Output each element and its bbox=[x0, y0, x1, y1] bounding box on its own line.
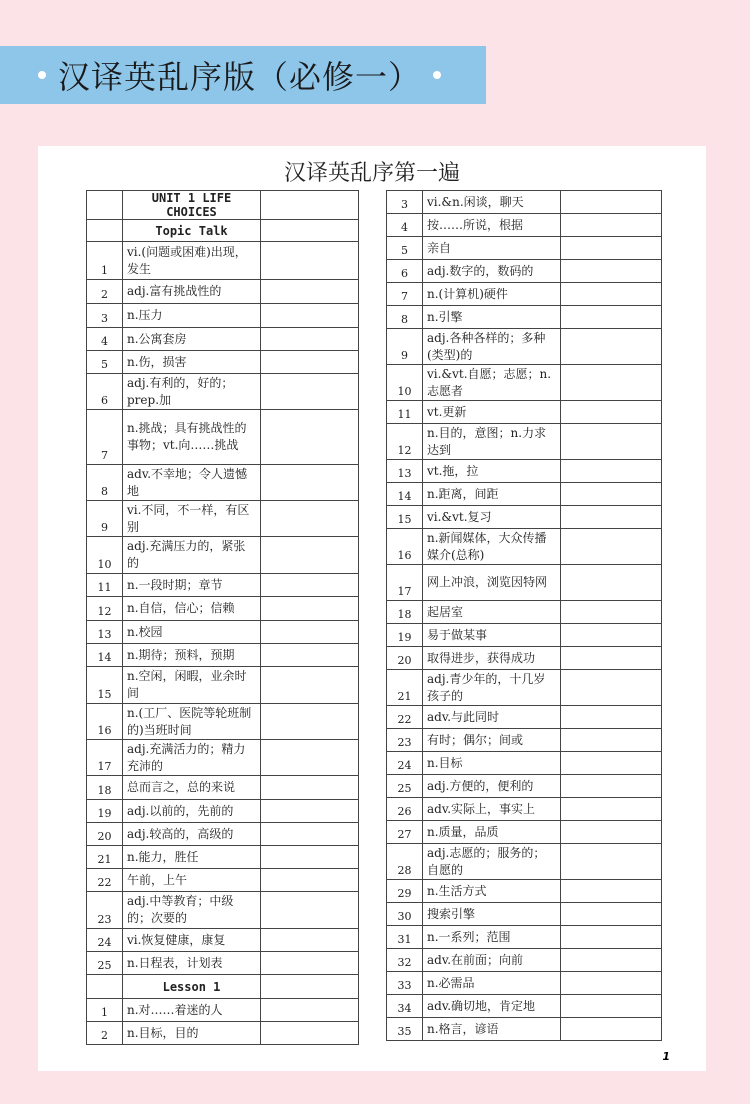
vocab-row bbox=[387, 926, 662, 949]
item-number: 14 bbox=[87, 644, 123, 667]
answer-blank[interactable] bbox=[561, 329, 662, 365]
answer-blank[interactable] bbox=[261, 328, 359, 351]
answer-blank[interactable] bbox=[561, 237, 662, 260]
answer-blank[interactable] bbox=[261, 242, 359, 280]
answer-blank[interactable] bbox=[261, 644, 359, 667]
vocab-row bbox=[387, 237, 662, 260]
item-number: 16 bbox=[387, 529, 423, 565]
chinese-meaning: n.校园 bbox=[123, 621, 261, 644]
chinese-meaning: n.必需品 bbox=[423, 972, 561, 995]
item-number: 11 bbox=[87, 574, 123, 597]
item-number: 18 bbox=[87, 776, 123, 800]
vocab-row bbox=[387, 260, 662, 283]
answer-blank[interactable] bbox=[261, 740, 359, 776]
answer-blank[interactable] bbox=[261, 220, 359, 242]
vocab-row bbox=[387, 329, 662, 365]
answer-blank[interactable] bbox=[561, 283, 662, 306]
vocab-table-right bbox=[386, 190, 662, 1041]
item-number: 17 bbox=[387, 565, 423, 601]
item-number: 29 bbox=[387, 880, 423, 903]
section-heading: UNIT 1 LIFE CHOICES bbox=[123, 191, 261, 220]
answer-blank[interactable] bbox=[561, 949, 662, 972]
item-number: 24 bbox=[87, 929, 123, 952]
vocab-row bbox=[87, 667, 359, 704]
chinese-meaning: n.一系列；范围 bbox=[423, 926, 561, 949]
item-number: 20 bbox=[87, 823, 123, 846]
title-banner bbox=[0, 46, 486, 104]
vocab-row bbox=[87, 999, 359, 1022]
answer-blank[interactable] bbox=[561, 706, 662, 729]
vocab-row bbox=[87, 280, 359, 304]
vocab-row bbox=[87, 644, 359, 667]
bullet-dot-left bbox=[38, 71, 46, 79]
answer-blank[interactable] bbox=[261, 800, 359, 823]
item-number: 19 bbox=[87, 800, 123, 823]
chinese-meaning: adv.实际上，事实上 bbox=[423, 798, 561, 821]
vocab-row bbox=[87, 846, 359, 869]
answer-blank[interactable] bbox=[561, 903, 662, 926]
vocab-row bbox=[87, 929, 359, 952]
vocab-row bbox=[87, 952, 359, 975]
chinese-meaning: n.日程表，计划表 bbox=[123, 952, 261, 975]
chinese-meaning: 搜索引擎 bbox=[423, 903, 561, 926]
chinese-meaning: 网上冲浪，浏览因特网 bbox=[423, 565, 561, 601]
chinese-meaning: vi.&n.闲谈，聊天 bbox=[423, 191, 561, 214]
chinese-meaning: n.引擎 bbox=[423, 306, 561, 329]
answer-blank[interactable] bbox=[561, 972, 662, 995]
vocab-row bbox=[87, 501, 359, 537]
vocab-row bbox=[387, 191, 662, 214]
answer-blank[interactable] bbox=[261, 975, 359, 999]
answer-blank[interactable] bbox=[561, 624, 662, 647]
chinese-meaning: adj.富有挑战性的 bbox=[123, 280, 261, 304]
vocab-row bbox=[387, 365, 662, 401]
vocab-row bbox=[87, 869, 359, 892]
chinese-meaning: 亲自 bbox=[423, 237, 561, 260]
item-number: 23 bbox=[87, 892, 123, 929]
answer-blank[interactable] bbox=[561, 844, 662, 880]
answer-blank[interactable] bbox=[561, 191, 662, 214]
chinese-meaning: n.伤，损害 bbox=[123, 351, 261, 374]
item-number: 25 bbox=[387, 775, 423, 798]
vocab-row bbox=[87, 328, 359, 351]
chinese-meaning: n.质量，品质 bbox=[423, 821, 561, 844]
item-number: 21 bbox=[387, 670, 423, 706]
vocab-row bbox=[387, 903, 662, 926]
chinese-meaning: vi.&vt.自愿；志愿；n.志愿者 bbox=[423, 365, 561, 401]
answer-blank[interactable] bbox=[261, 869, 359, 892]
answer-blank[interactable] bbox=[561, 214, 662, 237]
answer-blank[interactable] bbox=[561, 260, 662, 283]
answer-blank[interactable] bbox=[561, 880, 662, 903]
answer-blank[interactable] bbox=[261, 304, 359, 328]
section-header-row bbox=[87, 220, 359, 242]
item-number: 16 bbox=[87, 704, 123, 740]
chinese-meaning: adj.方便的，便利的 bbox=[423, 775, 561, 798]
item-number: 1 bbox=[87, 999, 123, 1022]
answer-blank[interactable] bbox=[261, 952, 359, 975]
item-number: 5 bbox=[87, 351, 123, 374]
chinese-meaning: n.期待；预料，预期 bbox=[123, 644, 261, 667]
answer-blank[interactable] bbox=[261, 667, 359, 704]
vocab-row bbox=[387, 949, 662, 972]
chinese-meaning: n.压力 bbox=[123, 304, 261, 328]
answer-blank[interactable] bbox=[261, 374, 359, 410]
chinese-meaning: n.公寓套房 bbox=[123, 328, 261, 351]
chinese-meaning: adj.青少年的，十几岁孩子的 bbox=[423, 670, 561, 706]
empty-cell bbox=[87, 975, 123, 999]
chinese-meaning: 起居室 bbox=[423, 601, 561, 624]
vocab-row bbox=[387, 529, 662, 565]
answer-blank[interactable] bbox=[261, 704, 359, 740]
item-number: 1 bbox=[87, 242, 123, 280]
empty-cell bbox=[87, 191, 123, 220]
chinese-meaning: n.生活方式 bbox=[423, 880, 561, 903]
chinese-meaning: adj.各种各样的；多种(类型)的 bbox=[423, 329, 561, 365]
chinese-meaning: vi.&vt.复习 bbox=[423, 506, 561, 529]
item-number: 3 bbox=[387, 191, 423, 214]
vocab-row bbox=[87, 304, 359, 328]
section-header-row bbox=[87, 975, 359, 999]
item-number: 28 bbox=[387, 844, 423, 880]
answer-blank[interactable] bbox=[561, 565, 662, 601]
item-number: 13 bbox=[387, 460, 423, 483]
vocab-row bbox=[387, 306, 662, 329]
worksheet-title: 汉译英乱序第一遍 bbox=[283, 161, 460, 186]
chinese-meaning: adj.充满活力的；精力充沛的 bbox=[123, 740, 261, 776]
vocab-row bbox=[387, 1018, 662, 1041]
answer-blank[interactable] bbox=[261, 501, 359, 537]
chinese-meaning: n.(工厂、医院等轮班制的)当班时间 bbox=[123, 704, 261, 740]
chinese-meaning: adj.较高的，高级的 bbox=[123, 823, 261, 846]
chinese-meaning: n.目的，意图；n.力求达到 bbox=[423, 424, 561, 460]
chinese-meaning: n.一段时期；章节 bbox=[123, 574, 261, 597]
vocab-row bbox=[387, 821, 662, 844]
vocab-row bbox=[387, 729, 662, 752]
item-number: 9 bbox=[387, 329, 423, 365]
section-heading: Lesson 1 bbox=[123, 975, 261, 999]
answer-blank[interactable] bbox=[561, 306, 662, 329]
item-number: 13 bbox=[87, 621, 123, 644]
section-heading: Topic Talk bbox=[123, 220, 261, 242]
chinese-meaning: adj.有利的，好的；prep.加 bbox=[123, 374, 261, 410]
answer-blank[interactable] bbox=[261, 999, 359, 1022]
answer-blank[interactable] bbox=[561, 775, 662, 798]
item-number: 10 bbox=[87, 537, 123, 574]
answer-blank[interactable] bbox=[561, 995, 662, 1018]
vocab-row bbox=[87, 1022, 359, 1045]
vocab-row bbox=[387, 483, 662, 506]
chinese-meaning: n.对……着迷的人 bbox=[123, 999, 261, 1022]
banner-title: 汉译英乱序版（必修一） bbox=[58, 58, 422, 96]
vocab-row bbox=[387, 283, 662, 306]
vocab-table-left bbox=[86, 190, 359, 1045]
answer-blank[interactable] bbox=[561, 821, 662, 844]
chinese-meaning: vi.(问题或困难)出现，发生 bbox=[123, 242, 261, 280]
chinese-meaning: n.目标 bbox=[423, 752, 561, 775]
item-number: 8 bbox=[87, 465, 123, 501]
item-number: 34 bbox=[387, 995, 423, 1018]
answer-blank[interactable] bbox=[261, 892, 359, 929]
vocab-row bbox=[387, 401, 662, 424]
item-number: 24 bbox=[387, 752, 423, 775]
item-number: 6 bbox=[387, 260, 423, 283]
answer-blank[interactable] bbox=[261, 846, 359, 869]
worksheet-page bbox=[38, 146, 706, 1071]
answer-blank[interactable] bbox=[261, 410, 359, 465]
vocab-row bbox=[387, 798, 662, 821]
vocab-row bbox=[387, 624, 662, 647]
answer-blank[interactable] bbox=[561, 798, 662, 821]
chinese-meaning: vt.拖，拉 bbox=[423, 460, 561, 483]
item-number: 9 bbox=[87, 501, 123, 537]
chinese-meaning: n.新闻媒体，大众传播媒介(总称) bbox=[423, 529, 561, 565]
vocab-row bbox=[87, 242, 359, 280]
vocab-row bbox=[387, 601, 662, 624]
vocab-row bbox=[387, 506, 662, 529]
chinese-meaning: n.挑战；具有挑战性的事物；vt.向……挑战 bbox=[123, 410, 261, 465]
chinese-meaning: vi.不同，不一样，有区别 bbox=[123, 501, 261, 537]
vocab-row bbox=[87, 574, 359, 597]
item-number: 11 bbox=[387, 401, 423, 424]
chinese-meaning: adv.在前面；向前 bbox=[423, 949, 561, 972]
chinese-meaning: n.能力，胜任 bbox=[123, 846, 261, 869]
vocab-row bbox=[387, 565, 662, 601]
chinese-meaning: adj.中等教育；中级的；次要的 bbox=[123, 892, 261, 929]
vocab-row bbox=[87, 410, 359, 465]
chinese-meaning: 取得进步，获得成功 bbox=[423, 647, 561, 670]
item-number: 20 bbox=[387, 647, 423, 670]
item-number: 18 bbox=[387, 601, 423, 624]
item-number: 12 bbox=[387, 424, 423, 460]
answer-blank[interactable] bbox=[561, 670, 662, 706]
chinese-meaning: 按……所说，根据 bbox=[423, 214, 561, 237]
vocab-row bbox=[87, 374, 359, 410]
item-number: 8 bbox=[387, 306, 423, 329]
vocab-row bbox=[387, 972, 662, 995]
answer-blank[interactable] bbox=[261, 1022, 359, 1045]
item-number: 35 bbox=[387, 1018, 423, 1041]
chinese-meaning: adj.志愿的；服务的；自愿的 bbox=[423, 844, 561, 880]
item-number: 17 bbox=[87, 740, 123, 776]
vocab-row bbox=[387, 880, 662, 903]
vocab-row bbox=[87, 704, 359, 740]
chinese-meaning: adj.充满压力的，紧张的 bbox=[123, 537, 261, 574]
chinese-meaning: 午前，上午 bbox=[123, 869, 261, 892]
item-number: 22 bbox=[87, 869, 123, 892]
answer-blank[interactable] bbox=[261, 351, 359, 374]
answer-blank[interactable] bbox=[561, 729, 662, 752]
chinese-meaning: adv.与此同时 bbox=[423, 706, 561, 729]
vocab-row bbox=[387, 647, 662, 670]
item-number: 2 bbox=[87, 1022, 123, 1045]
answer-blank[interactable] bbox=[261, 776, 359, 800]
item-number: 2 bbox=[87, 280, 123, 304]
item-number: 19 bbox=[387, 624, 423, 647]
vocab-row bbox=[387, 844, 662, 880]
vocab-row bbox=[387, 460, 662, 483]
vocab-row bbox=[87, 776, 359, 800]
answer-blank[interactable] bbox=[561, 752, 662, 775]
chinese-meaning: 易于做某事 bbox=[423, 624, 561, 647]
vocab-row bbox=[87, 800, 359, 823]
vocab-row bbox=[387, 424, 662, 460]
chinese-meaning: n.空闲，闲暇，业余时间 bbox=[123, 667, 261, 704]
answer-blank[interactable] bbox=[261, 537, 359, 574]
vocab-row bbox=[87, 892, 359, 929]
item-number: 25 bbox=[87, 952, 123, 975]
item-number: 7 bbox=[87, 410, 123, 465]
vocab-row bbox=[87, 351, 359, 374]
item-number: 30 bbox=[387, 903, 423, 926]
item-number: 23 bbox=[387, 729, 423, 752]
chinese-meaning: vt.更新 bbox=[423, 401, 561, 424]
chinese-meaning: n.距离，间距 bbox=[423, 483, 561, 506]
answer-blank[interactable] bbox=[261, 574, 359, 597]
vocab-row bbox=[87, 537, 359, 574]
item-number: 10 bbox=[387, 365, 423, 401]
answer-blank[interactable] bbox=[261, 823, 359, 846]
answer-blank[interactable] bbox=[261, 929, 359, 952]
item-number: 32 bbox=[387, 949, 423, 972]
answer-blank[interactable] bbox=[561, 926, 662, 949]
chinese-meaning: adj.数字的，数码的 bbox=[423, 260, 561, 283]
chinese-meaning: 总而言之，总的来说 bbox=[123, 776, 261, 800]
item-number: 22 bbox=[387, 706, 423, 729]
chinese-meaning: n.目标，目的 bbox=[123, 1022, 261, 1045]
chinese-meaning: 有时；偶尔；间或 bbox=[423, 729, 561, 752]
item-number: 7 bbox=[387, 283, 423, 306]
item-number: 6 bbox=[87, 374, 123, 410]
chinese-meaning: n.格言，谚语 bbox=[423, 1018, 561, 1041]
empty-cell bbox=[87, 220, 123, 242]
item-number: 21 bbox=[87, 846, 123, 869]
answer-blank[interactable] bbox=[561, 506, 662, 529]
item-number: 33 bbox=[387, 972, 423, 995]
vocab-row bbox=[387, 706, 662, 729]
answer-blank[interactable] bbox=[561, 601, 662, 624]
answer-blank[interactable] bbox=[261, 465, 359, 501]
vocab-row bbox=[87, 621, 359, 644]
answer-blank[interactable] bbox=[561, 365, 662, 401]
chinese-meaning: vi.恢复健康，康复 bbox=[123, 929, 261, 952]
item-number: 27 bbox=[387, 821, 423, 844]
vocab-row bbox=[87, 823, 359, 846]
answer-blank[interactable] bbox=[261, 597, 359, 621]
item-number: 5 bbox=[387, 237, 423, 260]
item-number: 15 bbox=[387, 506, 423, 529]
chinese-meaning: adj.以前的，先前的 bbox=[123, 800, 261, 823]
item-number: 31 bbox=[387, 926, 423, 949]
item-number: 14 bbox=[387, 483, 423, 506]
answer-blank[interactable] bbox=[561, 460, 662, 483]
vocab-row bbox=[387, 775, 662, 798]
answer-blank[interactable] bbox=[561, 1018, 662, 1041]
answer-blank[interactable] bbox=[561, 647, 662, 670]
bullet-dot-right bbox=[433, 71, 441, 79]
item-number: 26 bbox=[387, 798, 423, 821]
vocab-row bbox=[387, 670, 662, 706]
answer-blank[interactable] bbox=[261, 621, 359, 644]
answer-blank[interactable] bbox=[561, 483, 662, 506]
answer-blank[interactable] bbox=[261, 280, 359, 304]
vocab-row bbox=[87, 597, 359, 621]
page-number: 1 bbox=[662, 1050, 670, 1063]
answer-blank[interactable] bbox=[561, 529, 662, 565]
item-number: 4 bbox=[87, 328, 123, 351]
chinese-meaning: adv.确切地，肯定地 bbox=[423, 995, 561, 1018]
answer-blank[interactable] bbox=[561, 424, 662, 460]
vocab-row bbox=[387, 214, 662, 237]
chinese-meaning: n.(计算机)硬件 bbox=[423, 283, 561, 306]
item-number: 12 bbox=[87, 597, 123, 621]
chinese-meaning: n.自信，信心；信赖 bbox=[123, 597, 261, 621]
vocab-row bbox=[387, 752, 662, 775]
chinese-meaning: adv.不幸地；令人遗憾地 bbox=[123, 465, 261, 501]
vocab-row bbox=[387, 995, 662, 1018]
item-number: 3 bbox=[87, 304, 123, 328]
vocab-row bbox=[87, 465, 359, 501]
section-header-row bbox=[87, 191, 359, 220]
item-number: 15 bbox=[87, 667, 123, 704]
answer-blank[interactable] bbox=[561, 401, 662, 424]
answer-blank[interactable] bbox=[261, 191, 359, 220]
item-number: 4 bbox=[387, 214, 423, 237]
vocab-row bbox=[87, 740, 359, 776]
